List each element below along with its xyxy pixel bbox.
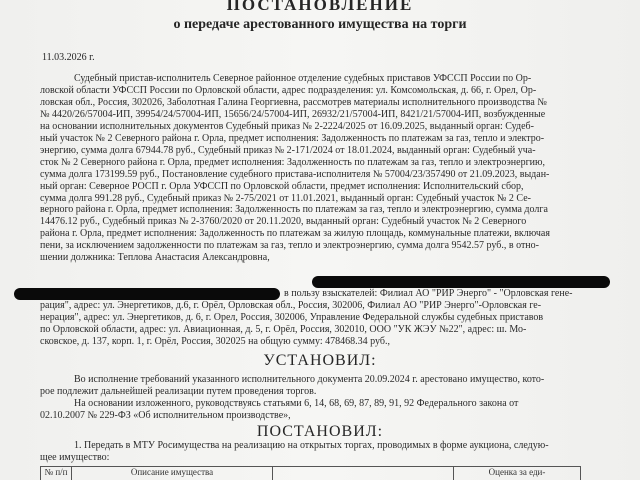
established-heading: УСТАНОВИЛ:: [263, 352, 377, 369]
property-table: [40, 466, 581, 480]
text-line: Во исполнение требований указанного исполнительного документа 20.09.2024 г. арестовано имущество, кото-: [74, 374, 545, 385]
document-title: ПОСТАНОВЛЕНИЕ: [226, 0, 414, 14]
redaction-bar: [312, 276, 610, 288]
text-line: пени, за исключением задолженности по платежам за газ, тепло и электроэнергию, сумма долга 9542.57 руб., в отно-: [40, 240, 539, 252]
text-line: в пользу взыскателей: Филиал АО "РИР Энерго" - "Орловская гене-: [284, 288, 573, 299]
text-line: ный орган: Северное РОСП г. Орла УФССП по Орловской области, предмет исполнения: Исполнительский сбор,: [40, 180, 524, 192]
text-line: рация", адрес: ул. Энергетиков, д.6, г. Орёл, Орловская обл., Россия, 302006, Филиал АО "РИР Энерго"-Орловская ге-: [40, 299, 542, 311]
text-line: по Орловской области, адрес: ул. Авиационная, д. 5, г. Орёл, Россия, 302010, ООО "УК ЖЭУ №22", адрес: ш. Мо-: [40, 323, 527, 335]
text-line: Судебный пристав-исполнитель Северное районное отделение судебных приставов УФССП России по Ор-: [74, 73, 532, 84]
text-line: рое подлежит дальнейшей реализации путем проведения торгов.: [40, 385, 317, 397]
text-line: на основании исполнительных документов Судебный приказ № 2-2224/2025 от 16.09.2025, выданный орган: Судеб-: [40, 120, 534, 132]
document-date: 11.03.2026 г.: [42, 52, 95, 63]
text-line: 14476.12 руб., Судебный приказ № 2-3760/2020 от 20.11.2020, выданный орган: Судебный участок № 2 Северного: [40, 216, 527, 228]
text-line: верного района г. Орла, предмет исполнения: Задолженность по платежам за газ, тепло и электроэнергию, сумма долга: [40, 204, 548, 216]
text-line: ный участок № 2 Северного района г. Орла, предмет исполнения: Задолженность по платежам за газ, тепло и электро-: [40, 132, 545, 144]
table-header-cell: [273, 467, 454, 480]
text-line: № 4420/26/57004-ИП, 39954/24/57004-ИП, 15656/24/57004-ИП, 26932/21/57004-ИП, 8421/21/57004-ИП, возбужденные: [40, 108, 546, 120]
text-line: ловской области УФССП России по Орловской области, адрес подразделения: ул. Комсомольская, д. 66, г. Орел, Ор-: [40, 84, 537, 96]
document-subtitle: о передаче арестованного имущества на торги: [173, 17, 467, 32]
case-description-paragraph: [40, 73, 608, 264]
table-header-cell: Описание имущества: [72, 467, 273, 480]
resolved-heading: ПОСТАНОВИЛ:: [256, 423, 384, 440]
text-line: сковское, д. 137, корп. 1, г. Орёл, Россия, 302025 на общую сумму: 478468.34 руб.,: [40, 335, 390, 347]
table-header-cell: Оценка за еди-: [454, 467, 581, 480]
text-line: сумма долга 991.28 руб., Судебный приказ № 2-75/2021 от 11.01.2021, выданный орган: Судебный участок № 2 Се-: [40, 192, 531, 204]
text-line: 02.10.2007 № 229-ФЗ «Об исполнительном производстве»,: [40, 409, 291, 421]
text-line: шении должника: Теплова Анастасия Александровна,: [40, 252, 270, 264]
text-line: энергию, сумма долга 67944.78 руб., Судебный приказ № 2-171/2024 от 18.01.2024, выданный орган: Судебный уча-: [40, 144, 536, 156]
text-line: 1. Передать в МТУ Росимущества на реализацию на открытых торгах, проводимых в форме аукциона, следую-: [74, 440, 549, 451]
text-line: сток № 2 Северного района г. Орла, предмет исполнения: Задолженность по платежам за газ, тепло и электроэнергию,: [40, 156, 545, 168]
claimants-paragraph: [40, 288, 608, 348]
text-line: На основании изложенного, руководствуясь статьями 6, 14, 68, 69, 87, 89, 91, 92 Федерального закона от: [74, 397, 519, 409]
text-line: сумма долга 173199.59 руб., Постановление судебного пристава-исполнителя № 57004/23/357490 от 21.09.2023, выдан-: [40, 168, 550, 180]
text-line: щее имущество:: [40, 451, 110, 463]
text-line: нерация", адрес: ул. Энергетиков, д. 6, г. Орел, Россия, 302006, Управление Федеральной службы судебных приставов: [40, 311, 544, 323]
table-header-cell: № п/п: [41, 467, 72, 480]
established-paragraph: [40, 374, 608, 422]
text-line: района г. Орла, предмет исполнения: Задолженность по платежам за жилую площадь, коммунальные платежи, включая: [40, 228, 550, 240]
text-line: ловская обл., Россия, 302026, Заболотная Галина Георгиевна, рассмотрев материалы исполнительного производства №: [40, 96, 547, 108]
resolution-paragraph: [40, 440, 608, 464]
